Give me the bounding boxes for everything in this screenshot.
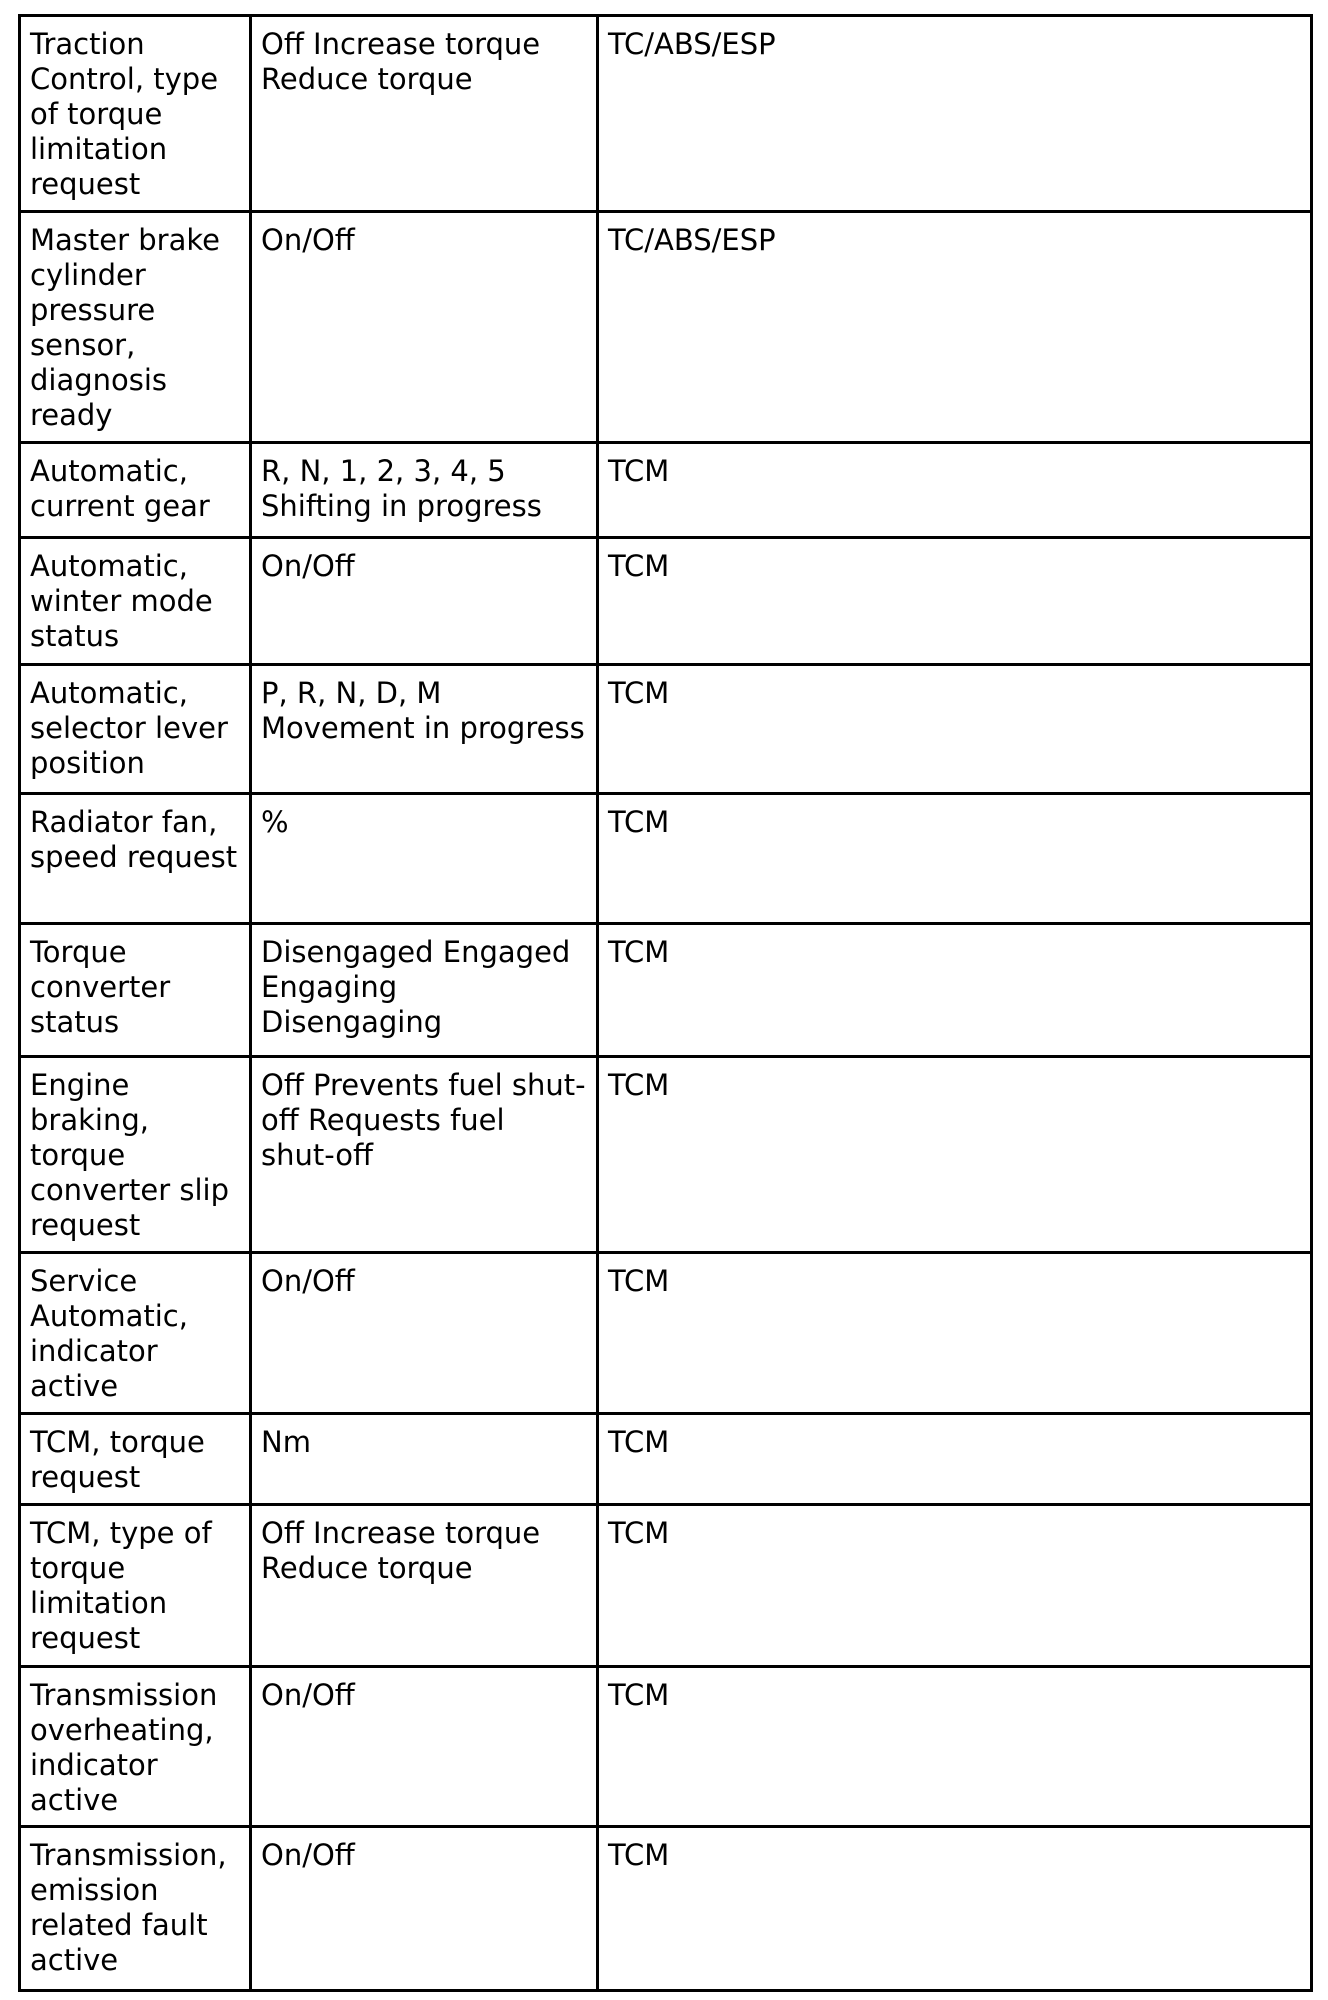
source-cell: TCM (598, 538, 1312, 665)
parameter-table (18, 14, 1313, 1992)
source-cell: TCM (598, 924, 1312, 1057)
parameter-cell: Transmission, emission related fault active (20, 1827, 251, 1991)
table-row (20, 16, 1312, 212)
table-row (20, 443, 1312, 538)
source-cell: TC/ABS/ESP (598, 212, 1312, 443)
values-cell: Nm (251, 1414, 598, 1505)
source-cell: TCM (598, 443, 1312, 538)
table-row (20, 1057, 1312, 1253)
values-cell: On/Off (251, 212, 598, 443)
parameter-cell: Transmission overheating, indicator active (20, 1667, 251, 1827)
values-cell: Off Increase torque Reduce torque (251, 16, 598, 212)
parameter-cell: TCM, torque request (20, 1414, 251, 1505)
source-cell: TCM (598, 1253, 1312, 1414)
values-cell: % (251, 794, 598, 924)
table-row (20, 1827, 1312, 1991)
values-cell: P, R, N, D, M Movement in progress (251, 665, 598, 794)
source-cell: TCM (598, 1827, 1312, 1991)
table-row (20, 1505, 1312, 1667)
table-row (20, 924, 1312, 1057)
parameter-cell: Engine braking, torque converter slip request (20, 1057, 251, 1253)
source-cell: TCM (598, 1667, 1312, 1827)
values-cell: On/Off (251, 538, 598, 665)
table-row (20, 212, 1312, 443)
values-cell: On/Off (251, 1253, 598, 1414)
parameter-cell: Torque converter status (20, 924, 251, 1057)
values-cell: Disengaged Engaged Engaging Disengaging (251, 924, 598, 1057)
source-cell: TCM (598, 1505, 1312, 1667)
source-cell: TCM (598, 665, 1312, 794)
parameter-cell: Radiator fan, speed request (20, 794, 251, 924)
values-cell: Off Prevents fuel shut-off Requests fuel shut-off (251, 1057, 598, 1253)
table-row (20, 665, 1312, 794)
parameter-cell: Traction Control, type of torque limitation request (20, 16, 251, 212)
parameter-cell: Automatic, winter mode status (20, 538, 251, 665)
parameter-cell: TCM, type of torque limitation request (20, 1505, 251, 1667)
values-cell: Off Increase torque Reduce torque (251, 1505, 598, 1667)
parameter-cell: Service Automatic, indicator active (20, 1253, 251, 1414)
values-cell: R, N, 1, 2, 3, 4, 5 Shifting in progress (251, 443, 598, 538)
table-row (20, 1414, 1312, 1505)
source-cell: TCM (598, 1057, 1312, 1253)
source-cell: TCM (598, 1414, 1312, 1505)
table-row (20, 1667, 1312, 1827)
parameter-cell: Master brake cylinder pressure sensor, diagnosis ready (20, 212, 251, 443)
table-row (20, 1253, 1312, 1414)
parameter-cell: Automatic, selector lever position (20, 665, 251, 794)
source-cell: TC/ABS/ESP (598, 16, 1312, 212)
table-row (20, 538, 1312, 665)
source-cell: TCM (598, 794, 1312, 924)
values-cell: On/Off (251, 1827, 598, 1991)
table-row (20, 794, 1312, 924)
parameter-cell: Automatic, current gear (20, 443, 251, 538)
values-cell: On/Off (251, 1667, 598, 1827)
